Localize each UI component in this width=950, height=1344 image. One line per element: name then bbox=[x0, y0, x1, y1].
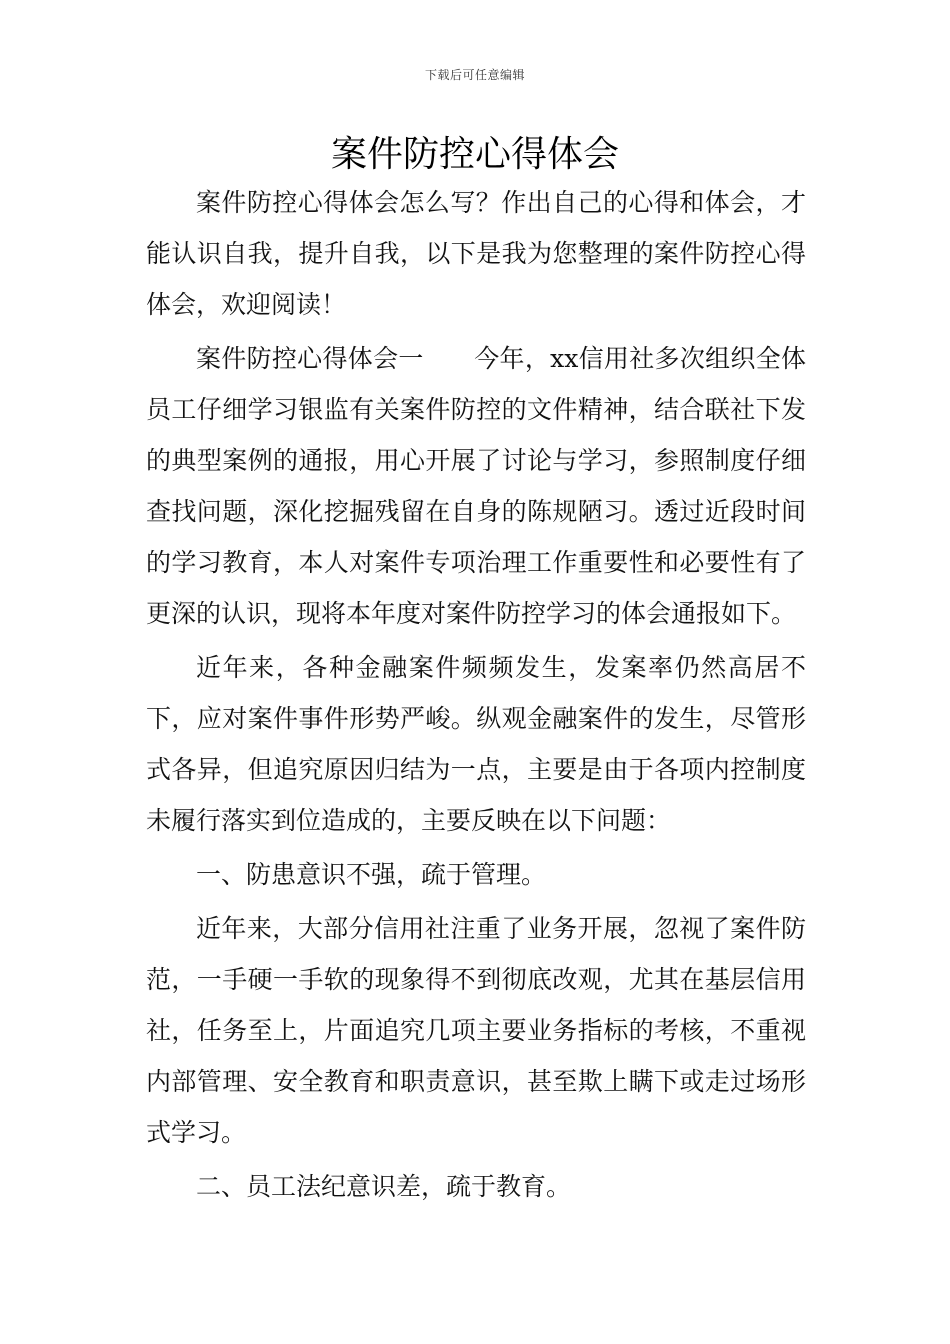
paragraph-intro: 案件防控心得体会怎么写？作出自己的心得和体会，才能认识自我，提升自我，以下是我为您整理的案件防控心得体会，欢迎阅读！ bbox=[146, 188, 806, 319]
document-title: 案件防控心得体会 bbox=[330, 134, 619, 175]
heading-point-one: 一、防患意识不强，疏于管理。 bbox=[196, 860, 547, 889]
heading-point-two: 二、员工法纪意识差，疏于教育。 bbox=[196, 1172, 572, 1201]
header-note: 下载后可任意编辑 bbox=[424, 68, 525, 82]
paragraph-point-one: 近年来，大部分信用社注重了业务开展，忽视了案件防范，一手硬一手软的现象得不到彻底改观，尤其在基层信用社，任务至上，片面追究几项主要业务指标的考核，不重视内部管理、安全教育和职责意识，甚至欺上瞒下或走过场形式学习。 bbox=[146, 914, 806, 1147]
paragraph-background: 近年来，各种金融案件频频发生，发案率仍然高居不下，应对案件事件形势严峻。纵观金融案件的发生，尽管形式各异，但追究原因归结为一点，主要是由于各项内控制度未履行落实到位造成的，主要反映在以下问题： bbox=[146, 653, 806, 835]
document-body bbox=[146, 177, 806, 1212]
paragraph-section-one: 案件防控心得体会一 今年，xx信用社多次组织全体员工仔细学习银监有关案件防控的文件精神，结合联社下发的典型案例的通报，用心开展了讨论与学习，参照制度仔细查找问题，深化挖掘残留在自身的陈规陋习。透过近段时间的学习教育，本人对案件专项治理工作重要性和必要性有了更深的认识，现将本年度对案件防控学习的体会通报如下。 bbox=[146, 344, 806, 628]
